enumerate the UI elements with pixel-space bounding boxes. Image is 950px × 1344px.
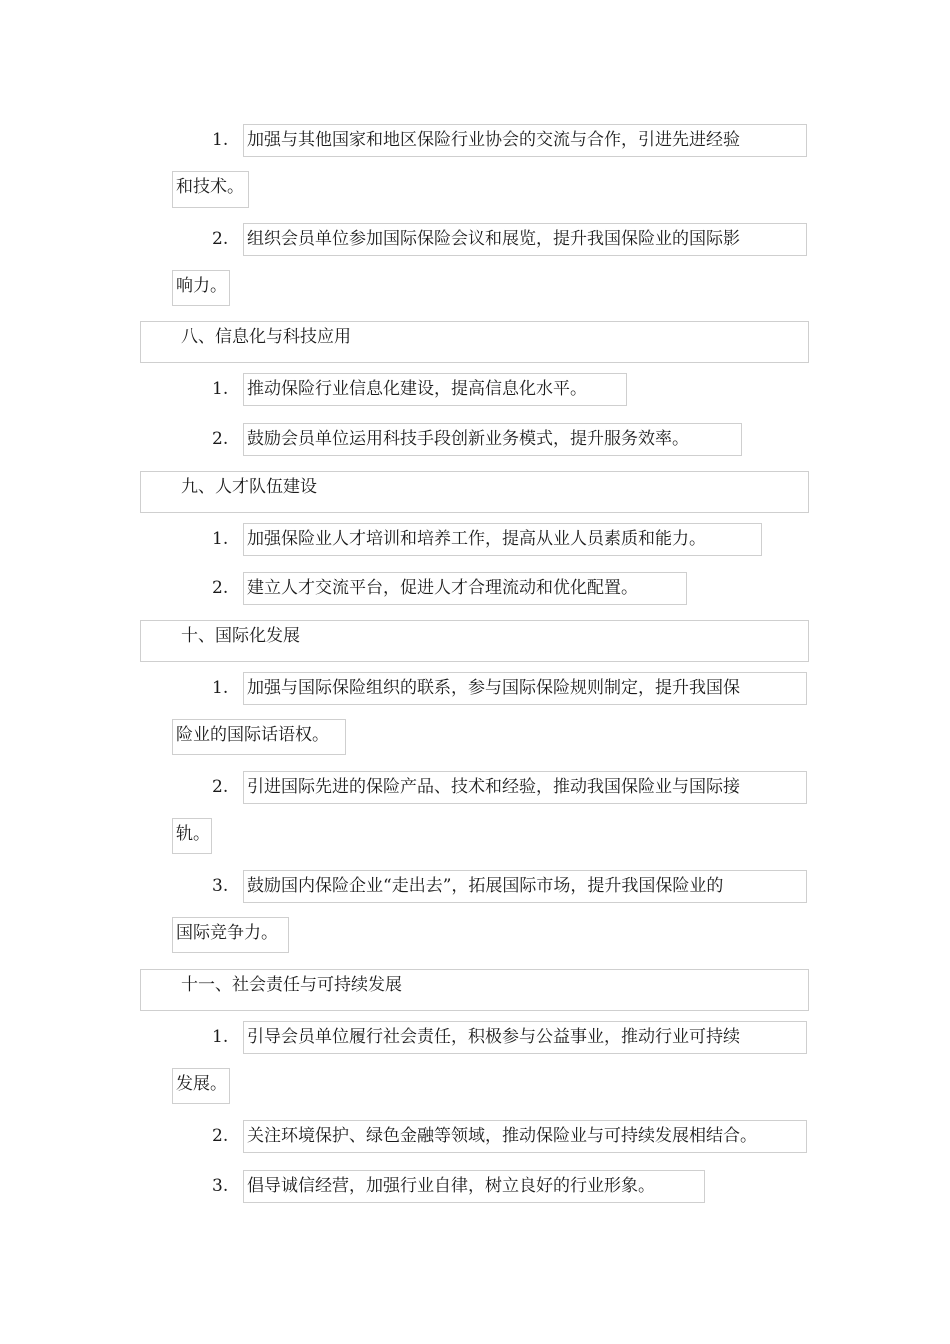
item-number: 1.: [212, 379, 229, 399]
item-number: 2.: [212, 777, 229, 797]
list-item-text: 加强保险业人才培训和培养工作，提高从业人员素质和能力。: [243, 523, 762, 556]
list-item-text-continued: 响力。: [172, 270, 230, 306]
item-number: 3.: [212, 1176, 229, 1196]
list-item-text: 鼓励会员单位运用科技手段创新业务模式，提升服务效率。: [243, 423, 742, 456]
item-number: 1.: [212, 678, 229, 698]
list-item-text-continued: 轨。: [172, 818, 212, 854]
item-number: 1.: [212, 130, 229, 150]
list-item-text: 引导会员单位履行社会责任，积极参与公益事业，推动行业可持续: [243, 1021, 807, 1054]
list-item-text: 加强与国际保险组织的联系，参与国际保险规则制定，提升我国保: [243, 672, 807, 705]
list-item-text: 组织会员单位参加国际保险会议和展览，提升我国保险业的国际影: [243, 223, 807, 256]
list-item-text-continued: 和技术。: [172, 171, 249, 208]
list-item-text: 倡导诚信经营，加强行业自律，树立良好的行业形象。: [243, 1170, 705, 1203]
section-heading: 十一、社会责任与可持续发展: [140, 969, 809, 1011]
item-number: 1.: [212, 529, 229, 549]
item-number: 2.: [212, 1126, 229, 1146]
item-number: 3.: [212, 876, 229, 896]
list-item-text: 建立人才交流平台，促进人才合理流动和优化配置。: [243, 572, 687, 605]
list-item-text: 加强与其他国家和地区保险行业协会的交流与合作，引进先进经验: [243, 124, 807, 157]
section-heading: 十、国际化发展: [140, 620, 809, 662]
list-item-text-continued: 险业的国际话语权。: [172, 719, 346, 755]
list-item-text: 关注环境保护、绿色金融等领域，推动保险业与可持续发展相结合。: [243, 1120, 807, 1153]
list-item-text-continued: 发展。: [172, 1068, 230, 1104]
item-number: 1.: [212, 1027, 229, 1047]
section-heading: 九、人才队伍建设: [140, 471, 809, 513]
section-heading: 八、信息化与科技应用: [140, 321, 809, 363]
item-number: 2.: [212, 429, 229, 449]
item-number: 2.: [212, 578, 229, 598]
list-item-text: 引进国际先进的保险产品、技术和经验，推动我国保险业与国际接: [243, 771, 807, 804]
list-item-text: 鼓励国内保险企业“走出去”，拓展国际市场，提升我国保险业的: [243, 870, 807, 903]
list-item-text: 推动保险行业信息化建设，提高信息化水平。: [243, 373, 627, 406]
list-item-text-continued: 国际竞争力。: [172, 917, 289, 953]
item-number: 2.: [212, 229, 229, 249]
